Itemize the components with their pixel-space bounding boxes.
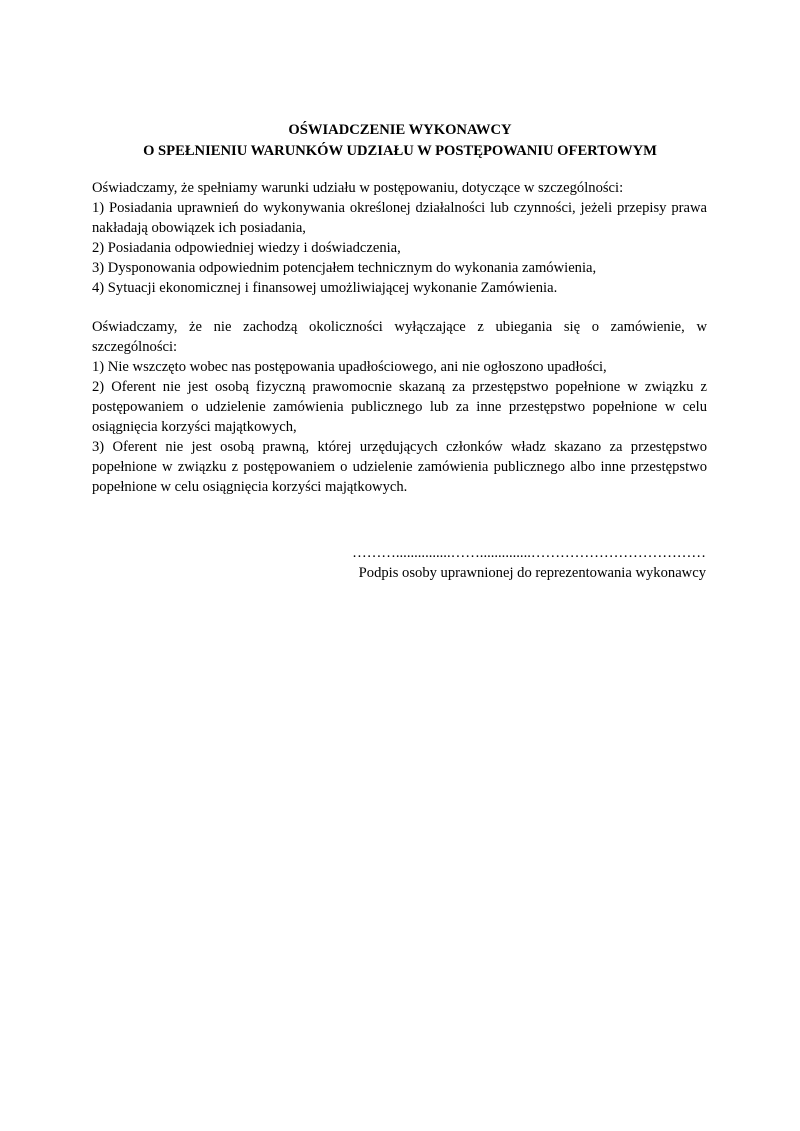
document-title-line1: OŚWIADCZENIE WYKONAWCY	[288, 122, 512, 138]
document-title-line2: O SPEŁNIENIU WARUNKÓW UDZIAŁU W POSTĘPOWANIU OFERTOWYM	[143, 143, 657, 159]
section-intro: Oświadczamy, że nie zachodzą okoliczności wyłączające z ubiegania się o zamówienie, w szczególności:	[92, 319, 707, 355]
eligibility-section	[92, 178, 707, 298]
signature-line: ………...............……..............………………………………	[352, 545, 706, 561]
exclusion-section	[92, 317, 707, 497]
list-item: 1) Nie wszczęto wobec nas postępowania upadłościowego, ani nie ogłoszono upadłości,	[92, 359, 607, 375]
section-intro: Oświadczamy, że spełniamy warunki udziału w postępowaniu, dotyczące w szczególności:	[92, 180, 624, 196]
list-item: 3) Oferent nie jest osobą prawną, której urzędujących członków władz skazano za przestępstwo popełnione w związku z postępowaniem o udzielenie zamówienia publicznego albo inne przestępstwo popełnione w celu osiągnięcia korzyści majątkowych.	[92, 439, 707, 495]
list-item: 2) Oferent nie jest osobą fizyczną prawomocnie skazaną za przestępstwo popełnione w związku z postępowaniem o udzielenie zamówienia publicznego lub za inne przestępstwo popełnione w celu osiągnięcia korzyści majątkowych,	[92, 379, 707, 435]
signature-label: Podpis osoby uprawnionej do reprezentowania wykonawcy	[358, 565, 706, 581]
list-item: 3) Dysponowania odpowiednim potencjałem technicznym do wykonania zamówienia,	[92, 260, 597, 276]
list-item: 2) Posiadania odpowiedniej wiedzy i doświadczenia,	[92, 240, 401, 256]
signature-block	[352, 543, 706, 583]
list-item: 4) Sytuacji ekonomicznej i finansowej umożliwiającej wykonanie Zamówienia.	[92, 280, 558, 296]
list-item: 1) Posiadania uprawnień do wykonywania określonej działalności lub czynności, jeżeli przepisy prawa nakładają obowiązek ich posiadania,	[92, 200, 707, 236]
